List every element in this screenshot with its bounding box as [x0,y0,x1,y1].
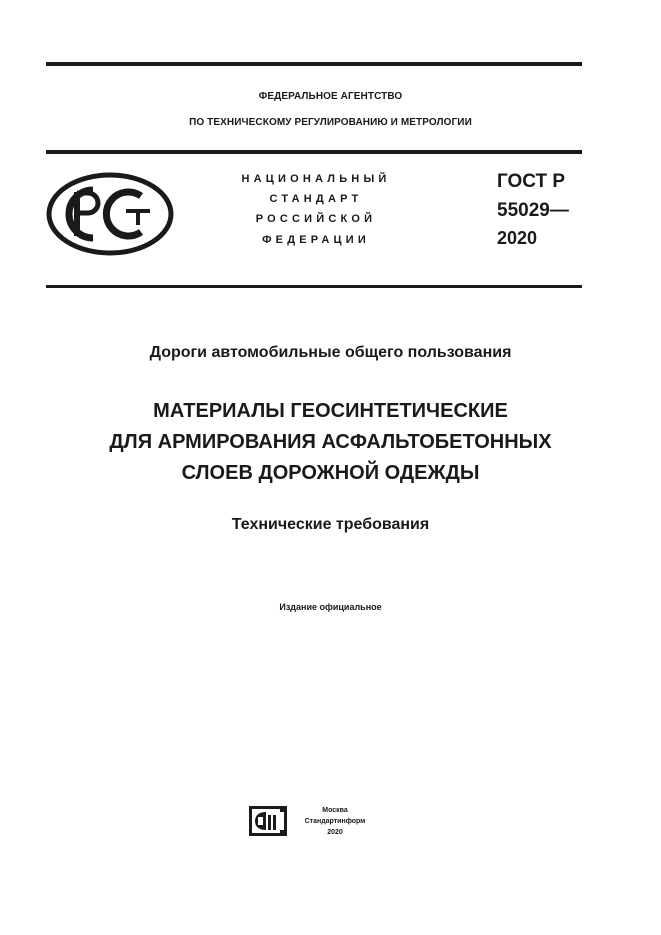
rst-certification-logo-icon [46,172,174,256]
standard-type-line-4: ФЕДЕРАЦИИ [262,234,370,246]
designation-line-2: 55029— [497,200,569,221]
document-subject: Дороги автомобильные общего пользования [149,344,512,361]
bottom-rule [46,285,582,288]
document-subtitle: Технические требования [231,516,430,533]
top-rule [46,62,582,66]
publication-year: 2020 [327,829,343,836]
standard-type-line-2: СТАНДАРТ [269,193,363,205]
designation-line-3: 2020 [497,228,538,248]
designation-line-1: ГОСТ Р [497,171,566,192]
edition-note: Издание официальное [279,602,382,612]
standartinform-logo-icon [249,806,287,836]
publisher-city: Москва [322,807,348,814]
publisher-name: Стандартинформ [304,818,366,825]
agency-line-2: ПО ТЕХНИЧЕСКОМУ РЕГУЛИРОВАНИЮ И МЕТРОЛОГИИ [189,117,472,128]
title-line-3: СЛОЕВ ДОРОЖНОЙ ОДЕЖДЫ [181,462,480,484]
title-line-2: ДЛЯ АРМИРОВАНИЯ АСФАЛЬТОБЕТОННЫХ [109,431,552,453]
agency-line-1: ФЕДЕРАЛЬНОЕ АГЕНТСТВО [258,91,403,102]
middle-rule [46,150,582,154]
standard-type-line-1: НАЦИОНАЛЬНЫЙ [241,173,391,185]
standard-type-line-3: РОССИЙСКОЙ [255,213,377,225]
title-line-1: МАТЕРИАЛЫ ГЕОСИНТЕТИЧЕСКИЕ [153,400,508,422]
